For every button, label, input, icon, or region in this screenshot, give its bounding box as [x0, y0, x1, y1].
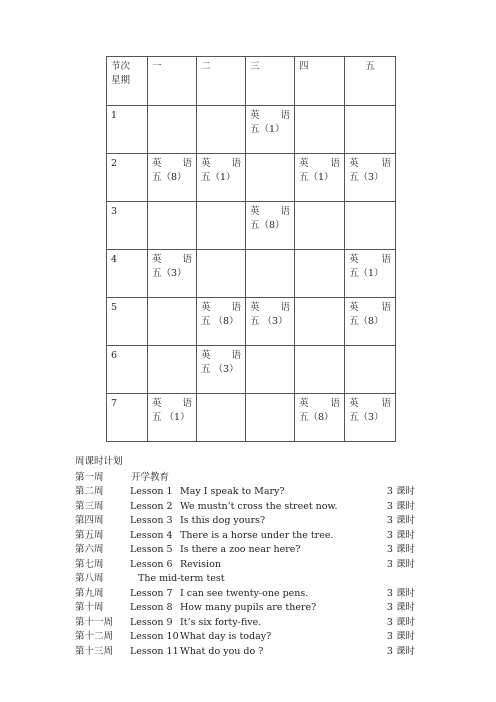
- plan-row: [75, 529, 415, 544]
- timetable-cell: [295, 106, 345, 154]
- course-name: [201, 157, 241, 171]
- course-char: 英: [250, 206, 260, 217]
- period-number: 6: [107, 346, 148, 394]
- plan-row: [75, 630, 415, 645]
- timetable-row: [107, 202, 396, 250]
- corner-label: 星期: [111, 75, 131, 86]
- plan-week: 第三周: [75, 500, 104, 512]
- period-number: 1: [107, 106, 148, 154]
- class-name: 五（8）: [152, 172, 187, 183]
- timetable-cell: [246, 106, 295, 154]
- course-char: 语: [280, 302, 290, 313]
- class-name: 五 （3）: [250, 316, 288, 327]
- class-name: 五 （1）: [152, 412, 190, 423]
- plan-lesson: Lesson 5: [130, 544, 173, 555]
- timetable-cell: [246, 394, 295, 442]
- day-header-4: 四: [295, 57, 345, 106]
- timetable-cell: [246, 202, 295, 250]
- period-number: 5: [107, 298, 148, 346]
- course-char: 英: [152, 398, 162, 409]
- timetable-cell: [148, 106, 197, 154]
- course-char: 语: [381, 158, 391, 169]
- plan-rows: [75, 471, 415, 660]
- class-name: 五（1）: [299, 172, 334, 183]
- day-header-3: 三: [246, 57, 295, 106]
- course-char: 语: [381, 254, 391, 265]
- course-name: [349, 301, 391, 315]
- plan-week: 第七周: [75, 558, 104, 570]
- timetable-cell: [197, 346, 246, 394]
- course-char: 语: [182, 254, 192, 265]
- course-name: [299, 397, 340, 411]
- course-char: 语: [381, 302, 391, 313]
- course-char: 英: [250, 110, 260, 121]
- plan-week: 第十一周: [75, 616, 114, 628]
- plan-lesson: Lesson 9: [130, 616, 173, 628]
- timetable-cell: [345, 154, 396, 202]
- timetable-row: [107, 346, 396, 394]
- timetable-cell: [148, 298, 197, 346]
- plan-lesson-title: Revision: [180, 558, 221, 570]
- timetable-cell: [295, 202, 345, 250]
- timetable-cell: [345, 298, 396, 346]
- plan-week: 第二周: [75, 486, 104, 497]
- plan-lesson-title: Is there a zoo near here?: [180, 544, 301, 555]
- course-char: 英: [201, 302, 211, 313]
- timetable-cell: [197, 298, 246, 346]
- course-char: 英: [349, 254, 359, 265]
- plan-lesson: Lesson 7: [130, 587, 173, 599]
- course-char: 语: [182, 158, 192, 169]
- day-header-2: 二: [197, 57, 246, 106]
- course-char: 英: [349, 302, 359, 313]
- course-name: [152, 253, 192, 267]
- timetable-cell: [345, 394, 396, 442]
- plan-lesson-title: What do you do ?: [180, 645, 264, 657]
- course-char: 英: [201, 350, 211, 361]
- plan-lesson-title: It’s six forty-five.: [180, 616, 262, 628]
- timetable-cell: [197, 394, 246, 442]
- course-char: 英: [299, 398, 309, 409]
- plan-lesson-title: May I speak to Mary?: [180, 486, 285, 497]
- plan-hours: 3 课时: [386, 587, 415, 599]
- plan-row: [75, 558, 415, 573]
- class-name: 五（1）: [349, 268, 384, 279]
- plan-week: 第十二周: [75, 631, 114, 642]
- course-name: [349, 253, 391, 267]
- class-timetable: [106, 56, 396, 442]
- plan-row: [75, 543, 415, 558]
- class-name: 五（1）: [250, 124, 285, 135]
- timetable-cell: [295, 346, 345, 394]
- plan-lesson: Lesson 3: [130, 515, 173, 526]
- timetable-cell: [197, 106, 246, 154]
- plan-lesson-title: How many pupils are there?: [180, 602, 317, 613]
- course-char: 英: [152, 254, 162, 265]
- plan-lesson: Lesson 2: [130, 500, 173, 512]
- plan-lesson-title: What day is today?: [180, 631, 272, 642]
- period-number: 2: [107, 154, 148, 202]
- timetable-row: [107, 154, 396, 202]
- plan-week: 第六周: [75, 544, 104, 555]
- plan-row: [75, 587, 415, 602]
- class-name: 五（8）: [299, 412, 334, 423]
- timetable-cell: [295, 394, 345, 442]
- course-name: [250, 109, 290, 123]
- timetable-cell: [148, 154, 197, 202]
- timetable-cell: [246, 250, 295, 298]
- course-name: [152, 397, 192, 411]
- class-name: 五（8）: [250, 220, 285, 231]
- plan-week: 第十三周: [75, 645, 114, 657]
- plan-hours: 3 课时: [386, 602, 415, 613]
- plan-row: [75, 645, 415, 660]
- timetable-cell: [197, 154, 246, 202]
- course-char: 英: [349, 398, 359, 409]
- corner-label: 节次: [111, 61, 131, 72]
- period-number: 7: [107, 394, 148, 442]
- day-header-5: 五: [345, 57, 396, 106]
- course-char: 英: [201, 158, 211, 169]
- class-name: 五（3）: [152, 268, 187, 279]
- course-name: [250, 205, 290, 219]
- plan-row: [75, 500, 415, 515]
- plan-row: [75, 572, 415, 587]
- plan-hours: 3 课时: [386, 500, 415, 512]
- timetable-cell: [148, 202, 197, 250]
- plan-lesson: Lesson 8: [130, 602, 173, 613]
- class-name: 五（1）: [201, 172, 236, 183]
- timetable-cell: [148, 394, 197, 442]
- timetable-cell: [345, 106, 396, 154]
- plan-week: 第五周: [75, 529, 104, 541]
- course-char: 英: [152, 158, 162, 169]
- plan-row: [75, 601, 415, 616]
- plan-lesson: Lesson 11: [130, 645, 179, 657]
- timetable-cell: [197, 250, 246, 298]
- plan-title: 周课时计划: [75, 456, 123, 467]
- course-name: [201, 349, 241, 363]
- plan-lesson: Lesson 4: [130, 529, 173, 541]
- plan-week: 第十周: [75, 602, 104, 613]
- plan-week: 第四周: [75, 515, 104, 526]
- class-name: 五（8）: [349, 316, 384, 327]
- course-char: 英: [250, 302, 260, 313]
- course-char: 英: [349, 158, 359, 169]
- plan-hours: 3 课时: [386, 616, 415, 628]
- day-header-1: 一: [148, 57, 197, 106]
- course-char: 语: [231, 302, 241, 313]
- course-char: 语: [231, 350, 241, 361]
- timetable-header-row: [107, 57, 396, 106]
- plan-lesson-title: I can see twenty-one pens.: [180, 587, 309, 599]
- plan-note: 开学教育: [131, 471, 170, 483]
- course-char: 英: [299, 158, 309, 169]
- timetable-cell: [295, 154, 345, 202]
- timetable-row: [107, 298, 396, 346]
- plan-hours: 3 课时: [386, 529, 415, 541]
- plan-row: [75, 485, 415, 500]
- plan-lesson: Lesson 10: [130, 631, 179, 642]
- course-name: [299, 157, 340, 171]
- timetable-cell: [295, 298, 345, 346]
- class-name: 五 （3）: [201, 364, 239, 375]
- course-name: [349, 157, 391, 171]
- timetable-row: [107, 250, 396, 298]
- timetable-cell: [246, 154, 295, 202]
- course-char: 语: [231, 158, 241, 169]
- plan-week: 第九周: [75, 587, 104, 599]
- plan-lesson-title: Is this dog yours?: [180, 515, 266, 526]
- class-name: 五（3）: [349, 412, 384, 423]
- timetable-cell: [148, 250, 197, 298]
- timetable-corner-cell: [107, 57, 148, 106]
- plan-hours: 3 课时: [386, 645, 415, 657]
- timetable-cell: [148, 346, 197, 394]
- course-char: 语: [280, 206, 290, 217]
- class-name: 五 （8）: [201, 316, 239, 327]
- plan-lesson: Lesson 1: [130, 486, 173, 497]
- course-name: [201, 301, 241, 315]
- timetable-cell: [345, 346, 396, 394]
- timetable-cell: [197, 202, 246, 250]
- course-char: 语: [330, 158, 340, 169]
- plan-lesson-title: We mustn’t cross the street now.: [180, 500, 338, 512]
- plan-week: 第一周: [75, 471, 104, 483]
- timetable-cell: [246, 298, 295, 346]
- course-name: [349, 397, 391, 411]
- course-char: 语: [182, 398, 192, 409]
- course-char: 语: [280, 110, 290, 121]
- plan-row: [75, 471, 415, 486]
- plan-lesson-title: There is a horse under the tree.: [180, 529, 334, 541]
- period-number: 3: [107, 202, 148, 250]
- plan-hours: 3 课时: [386, 544, 415, 555]
- plan-hours: 3 课时: [386, 631, 415, 642]
- course-char: 语: [330, 398, 340, 409]
- plan-hours: 3 课时: [386, 486, 415, 497]
- timetable-row: [107, 106, 396, 154]
- timetable-cell: [246, 346, 295, 394]
- timetable-cell: [345, 250, 396, 298]
- timetable-cell: [345, 202, 396, 250]
- course-char: 语: [381, 398, 391, 409]
- course-name: [152, 157, 192, 171]
- plan-week: 第八周: [75, 573, 104, 584]
- plan-lesson: Lesson 6: [130, 558, 173, 570]
- timetable-row: [107, 394, 396, 442]
- plan-row: [75, 514, 415, 529]
- weekly-lesson-plan: [75, 455, 415, 659]
- timetable-cell: [295, 250, 345, 298]
- plan-row: [75, 616, 415, 631]
- plan-hours: 3 课时: [386, 515, 415, 526]
- plan-note: The mid-term test: [138, 573, 225, 584]
- plan-hours: 3 课时: [386, 558, 415, 570]
- course-name: [250, 301, 290, 315]
- period-number: 4: [107, 250, 148, 298]
- class-name: 五（3）: [349, 172, 384, 183]
